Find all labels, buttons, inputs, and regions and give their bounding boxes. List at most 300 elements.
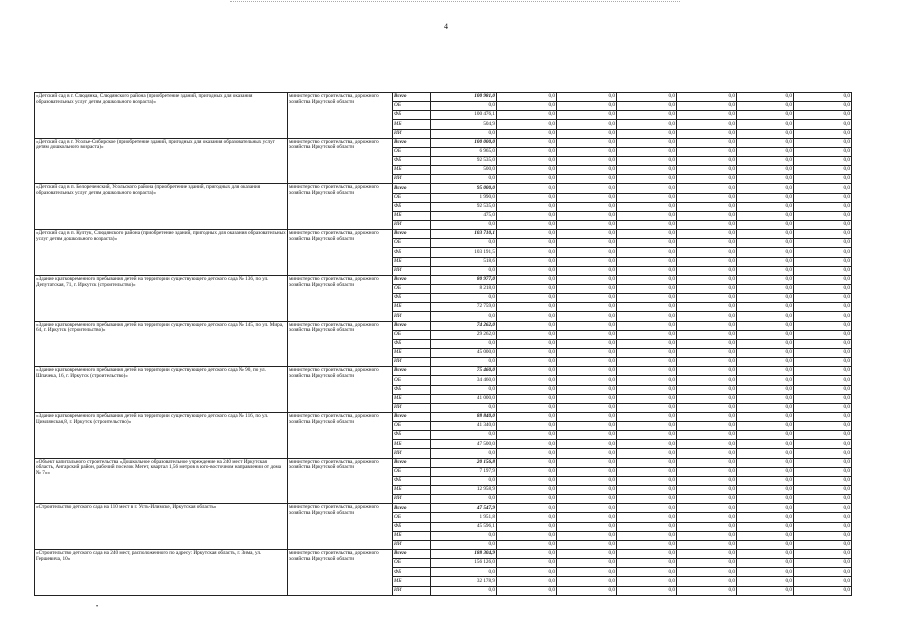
amount-cell: 0,0 — [737, 467, 794, 476]
amount-cell: 0,0 — [557, 431, 617, 440]
amount-cell: 0,0 — [617, 486, 677, 495]
amount-cell: 0,0 — [497, 266, 557, 275]
amount-cell: 0,0 — [677, 166, 737, 175]
amount-cell: 0,0 — [557, 385, 617, 394]
amount-cell: 0,0 — [737, 586, 794, 595]
amount-cell: 0,0 — [497, 339, 557, 348]
amount-cell: 0,0 — [794, 513, 852, 522]
amount-cell: 0,0 — [677, 431, 737, 440]
amount-cell: 0,0 — [497, 93, 557, 102]
amount-cell: 0,0 — [794, 220, 852, 229]
funding-source: МБ — [393, 166, 431, 175]
funding-source: ИИ — [393, 220, 431, 229]
amount-cell: 0,0 — [617, 504, 677, 513]
amount-cell: 0,0 — [557, 129, 617, 138]
amount-cell: 0,0 — [557, 230, 617, 239]
amount-cell: 0,0 — [617, 577, 677, 586]
table-row — [35, 412, 852, 421]
amount-cell: 12 958,9 — [431, 486, 497, 495]
amount-cell: 0,0 — [497, 431, 557, 440]
funding-source: Всего — [393, 504, 431, 513]
amount-cell: 0,0 — [677, 495, 737, 504]
amount-cell: 0,0 — [794, 367, 852, 376]
amount-cell: 0,0 — [431, 175, 497, 184]
amount-cell: 0,0 — [677, 303, 737, 312]
amount-cell: 0,0 — [557, 321, 617, 330]
amount-cell: 0,0 — [431, 129, 497, 138]
amount-cell: 0,0 — [497, 467, 557, 476]
amount-cell: 0,0 — [737, 394, 794, 403]
amount-cell: 0,0 — [497, 156, 557, 165]
amount-cell: 0,0 — [617, 303, 677, 312]
amount-cell: 0,0 — [794, 257, 852, 266]
responsible-org: министерство строительства, дорожного хозяйства Иркутской области — [288, 184, 393, 230]
funding-source: ОБ — [393, 422, 431, 431]
amount-cell: 0,0 — [677, 540, 737, 549]
amount-cell: 0,0 — [431, 239, 497, 248]
amount-cell: 0,0 — [497, 348, 557, 357]
amount-cell: 34 460,0 — [431, 376, 497, 385]
amount-cell: 0,0 — [497, 111, 557, 120]
table-row — [35, 93, 852, 102]
amount-cell: 0,0 — [737, 550, 794, 559]
amount-cell: 0,0 — [737, 266, 794, 275]
funding-source: МБ — [393, 440, 431, 449]
amount-cell: 0,0 — [617, 294, 677, 303]
amount-cell: 0,0 — [557, 577, 617, 586]
amount-cell: 0,0 — [617, 284, 677, 293]
amount-cell: 0,0 — [497, 275, 557, 284]
amount-cell: 0,0 — [794, 504, 852, 513]
amount-cell: 0,0 — [557, 550, 617, 559]
amount-cell: 0,0 — [794, 93, 852, 102]
amount-cell: 0,0 — [497, 257, 557, 266]
amount-cell: 92 535,0 — [431, 202, 497, 211]
amount-cell: 0,0 — [431, 568, 497, 577]
amount-cell: 0,0 — [497, 403, 557, 412]
amount-cell: 0,0 — [794, 522, 852, 531]
amount-cell: 0,0 — [557, 339, 617, 348]
amount-cell: 0,0 — [557, 202, 617, 211]
amount-cell: 0,0 — [557, 284, 617, 293]
amount-cell: 0,0 — [557, 330, 617, 339]
amount-cell: 0,0 — [737, 257, 794, 266]
amount-cell: 0,0 — [794, 348, 852, 357]
amount-cell: 0,0 — [497, 102, 557, 111]
amount-cell: 0,0 — [497, 531, 557, 540]
amount-cell: 0,0 — [497, 522, 557, 531]
amount-cell: 0,0 — [497, 394, 557, 403]
amount-cell: 0,0 — [794, 385, 852, 394]
amount-cell: 0,0 — [557, 422, 617, 431]
amount-cell: 0,0 — [677, 422, 737, 431]
amount-cell: 0,0 — [794, 303, 852, 312]
amount-cell: 0,0 — [794, 202, 852, 211]
amount-cell: 0,0 — [677, 93, 737, 102]
amount-cell: 0,0 — [617, 257, 677, 266]
amount-cell: 0,0 — [737, 111, 794, 120]
amount-cell: 0,0 — [497, 486, 557, 495]
amount-cell: 6 965,0 — [431, 147, 497, 156]
amount-cell: 504,9 — [431, 120, 497, 129]
amount-cell: 45 000,0 — [431, 348, 497, 357]
amount-cell: 0,0 — [737, 540, 794, 549]
funding-source: ОБ — [393, 559, 431, 568]
amount-cell: 0,0 — [431, 358, 497, 367]
responsible-org: министерство строительства, дорожного хозяйства Иркутской области — [288, 550, 393, 596]
amount-cell: 0,0 — [497, 513, 557, 522]
amount-cell: 100 000,0 — [431, 138, 497, 147]
funding-source: Всего — [393, 458, 431, 467]
amount-cell: 8 218,0 — [431, 284, 497, 293]
amount-cell: 0,0 — [737, 522, 794, 531]
amount-cell: 0,0 — [497, 476, 557, 485]
amount-cell: 0,0 — [617, 422, 677, 431]
amount-cell: 0,0 — [497, 412, 557, 421]
amount-cell: 0,0 — [557, 111, 617, 120]
amount-cell: 0,0 — [677, 394, 737, 403]
amount-cell: 0,0 — [497, 321, 557, 330]
amount-cell: 0,0 — [617, 458, 677, 467]
amount-cell: 0,0 — [677, 202, 737, 211]
amount-cell: 0,0 — [497, 550, 557, 559]
funding-source: ФБ — [393, 248, 431, 257]
amount-cell: 0,0 — [557, 531, 617, 540]
amount-cell: 0,0 — [677, 531, 737, 540]
amount-cell: 0,0 — [794, 449, 852, 458]
amount-cell: 0,0 — [557, 495, 617, 504]
amount-cell: 0,0 — [431, 540, 497, 549]
amount-cell: 0,0 — [737, 513, 794, 522]
amount-cell: 0,0 — [677, 586, 737, 595]
amount-cell: 0,0 — [557, 403, 617, 412]
funding-source: ОБ — [393, 147, 431, 156]
funding-source: Всего — [393, 138, 431, 147]
table-row — [35, 275, 852, 284]
amount-cell: 0,0 — [617, 339, 677, 348]
amount-cell: 0,0 — [737, 248, 794, 257]
amount-cell: 92 535,0 — [431, 156, 497, 165]
amount-cell: 0,0 — [431, 431, 497, 440]
funding-source: ИИ — [393, 358, 431, 367]
amount-cell: 0,0 — [737, 184, 794, 193]
amount-cell: 0,0 — [497, 284, 557, 293]
amount-cell: 0,0 — [617, 330, 677, 339]
amount-cell: 0,0 — [794, 321, 852, 330]
amount-cell: 0,0 — [497, 202, 557, 211]
amount-cell: 0,0 — [677, 248, 737, 257]
amount-cell: 0,0 — [431, 476, 497, 485]
amount-cell: 0,0 — [794, 422, 852, 431]
amount-cell: 0,0 — [557, 120, 617, 129]
amount-cell: 0,0 — [497, 166, 557, 175]
amount-cell: 0,0 — [617, 111, 677, 120]
amount-cell: 0,0 — [737, 156, 794, 165]
amount-cell: 0,0 — [617, 266, 677, 275]
amount-cell: 0,0 — [497, 330, 557, 339]
amount-cell: 0,0 — [557, 394, 617, 403]
amount-cell: 0,0 — [617, 394, 677, 403]
amount-cell: 0,0 — [557, 467, 617, 476]
amount-cell: 0,0 — [794, 330, 852, 339]
amount-cell: 0,0 — [557, 476, 617, 485]
funding-source: МБ — [393, 303, 431, 312]
amount-cell: 0,0 — [677, 239, 737, 248]
amount-cell: 88 840,0 — [431, 412, 497, 421]
amount-cell: 29 262,0 — [431, 330, 497, 339]
amount-cell: 0,0 — [737, 458, 794, 467]
responsible-org: министерство строительства, дорожного хозяйства Иркутской области — [288, 458, 393, 504]
amount-cell: 103 710,1 — [431, 230, 497, 239]
amount-cell: 0,0 — [677, 257, 737, 266]
amount-cell: 103 191,5 — [431, 248, 497, 257]
amount-cell: 0,0 — [794, 339, 852, 348]
amount-cell: 0,0 — [431, 266, 497, 275]
amount-cell: 0,0 — [737, 294, 794, 303]
amount-cell: 0,0 — [557, 184, 617, 193]
amount-cell: 0,0 — [557, 294, 617, 303]
scan-edge-line — [230, 1, 680, 2]
table-row — [35, 367, 852, 376]
amount-cell: 0,0 — [557, 239, 617, 248]
funding-source: ОБ — [393, 193, 431, 202]
amount-cell: 0,0 — [737, 422, 794, 431]
amount-cell: 0,0 — [794, 394, 852, 403]
amount-cell: 0,0 — [794, 412, 852, 421]
project-name: «Здание кратковременного пребывания детей на территории существующего детского сада № 116, по ул. Цимлянская,8, г. Иркутск (строительство)» — [35, 412, 288, 458]
amount-cell: 0,0 — [617, 476, 677, 485]
amount-cell: 0,0 — [677, 294, 737, 303]
amount-cell: 0,0 — [617, 449, 677, 458]
amount-cell: 0,0 — [557, 147, 617, 156]
amount-cell: 0,0 — [737, 531, 794, 540]
amount-cell: 0,0 — [737, 559, 794, 568]
amount-cell: 0,0 — [737, 284, 794, 293]
amount-cell: 0,0 — [737, 376, 794, 385]
funding-source: ОБ — [393, 467, 431, 476]
amount-cell: 0,0 — [794, 431, 852, 440]
amount-cell: 0,0 — [737, 312, 794, 321]
project-name: «Строительство детского сада на 110 мест в г. Усть-Илимске, Иркутская область» — [35, 504, 288, 550]
funding-source: ОБ — [393, 330, 431, 339]
amount-cell: 0,0 — [617, 93, 677, 102]
amount-cell: 0,0 — [677, 156, 737, 165]
amount-cell: 0,0 — [431, 531, 497, 540]
funding-source: ФБ — [393, 294, 431, 303]
amount-cell: 0,0 — [497, 239, 557, 248]
amount-cell: 0,0 — [497, 312, 557, 321]
amount-cell: 0,0 — [794, 175, 852, 184]
amount-cell: 0,0 — [497, 211, 557, 220]
amount-cell: 0,0 — [557, 166, 617, 175]
amount-cell: 0,0 — [737, 220, 794, 229]
amount-cell: 47 500,0 — [431, 440, 497, 449]
amount-cell: 0,0 — [677, 403, 737, 412]
amount-cell: 0,0 — [557, 358, 617, 367]
amount-cell: 0,0 — [557, 522, 617, 531]
amount-cell: 0,0 — [617, 166, 677, 175]
amount-cell: 0,0 — [794, 476, 852, 485]
amount-cell: 0,0 — [497, 248, 557, 257]
amount-cell: 0,0 — [617, 193, 677, 202]
amount-cell: 0,0 — [431, 586, 497, 595]
amount-cell: 0,0 — [794, 284, 852, 293]
amount-cell: 0,0 — [794, 531, 852, 540]
amount-cell: 0,0 — [737, 321, 794, 330]
amount-cell: 0,0 — [431, 339, 497, 348]
amount-cell: 0,0 — [557, 568, 617, 577]
responsible-org: министерство строительства, дорожного хозяйства Иркутской области — [288, 93, 393, 139]
amount-cell: 0,0 — [794, 550, 852, 559]
funding-source: ФБ — [393, 111, 431, 120]
amount-cell: 0,0 — [557, 486, 617, 495]
amount-cell: 0,0 — [557, 412, 617, 421]
amount-cell: 0,0 — [617, 184, 677, 193]
amount-cell: 0,0 — [677, 339, 737, 348]
amount-cell: 100 981,0 — [431, 93, 497, 102]
amount-cell: 0,0 — [794, 376, 852, 385]
amount-cell: 0,0 — [617, 275, 677, 284]
amount-cell: 0,0 — [557, 458, 617, 467]
page-number: 4 — [444, 22, 448, 31]
amount-cell: 0,0 — [794, 586, 852, 595]
amount-cell: 156 126,0 — [431, 559, 497, 568]
amount-cell: 0,0 — [617, 568, 677, 577]
funding-source: МБ — [393, 211, 431, 220]
funding-source: ОБ — [393, 284, 431, 293]
funding-source: ИИ — [393, 312, 431, 321]
amount-cell: 0,0 — [617, 550, 677, 559]
amount-cell: 0,0 — [737, 193, 794, 202]
responsible-org: министерство строительства, дорожного хозяйства Иркутской области — [288, 275, 393, 321]
amount-cell: 0,0 — [677, 230, 737, 239]
responsible-org: министерство строительства, дорожного хозяйства Иркутской области — [288, 230, 393, 276]
table-row — [35, 504, 852, 513]
amount-cell: 0,0 — [617, 156, 677, 165]
amount-cell: 72 759,0 — [431, 303, 497, 312]
amount-cell: 0,0 — [677, 348, 737, 357]
amount-cell: 0,0 — [431, 403, 497, 412]
amount-cell: 0,0 — [617, 211, 677, 220]
amount-cell: 0,0 — [431, 385, 497, 394]
table-row — [35, 321, 852, 330]
amount-cell: 0,0 — [617, 403, 677, 412]
amount-cell: 0,0 — [677, 102, 737, 111]
amount-cell: 0,0 — [794, 166, 852, 175]
amount-cell: 0,0 — [617, 385, 677, 394]
amount-cell: 0,0 — [677, 467, 737, 476]
amount-cell: 0,0 — [497, 303, 557, 312]
amount-cell: 20 156,8 — [431, 458, 497, 467]
project-name: «Детский сад в п. Белореченский, Усольского района (приобретение зданий, пригодных для оказания образовательных услуг детям дошкольного возраста)» — [35, 184, 288, 230]
funding-source: ФБ — [393, 156, 431, 165]
amount-cell: 0,0 — [794, 577, 852, 586]
funding-source: ИИ — [393, 129, 431, 138]
amount-cell: 0,0 — [497, 358, 557, 367]
amount-cell: 0,0 — [617, 138, 677, 147]
amount-cell: 0,0 — [497, 440, 557, 449]
amount-cell: 0,0 — [794, 156, 852, 165]
amount-cell: 0,0 — [497, 495, 557, 504]
funding-source: Всего — [393, 550, 431, 559]
responsible-org: министерство строительства, дорожного хозяйства Иркутской области — [288, 321, 393, 367]
amount-cell: 95 000,0 — [431, 184, 497, 193]
amount-cell: 41 000,0 — [431, 394, 497, 403]
funding-source: ИИ — [393, 403, 431, 412]
table-row — [35, 550, 852, 559]
amount-cell: 0,0 — [497, 193, 557, 202]
funding-source: ФБ — [393, 522, 431, 531]
amount-cell: 0,0 — [431, 495, 497, 504]
amount-cell: 0,0 — [557, 449, 617, 458]
amount-cell: 0,0 — [497, 586, 557, 595]
funding-source: МБ — [393, 531, 431, 540]
funding-source: ИИ — [393, 586, 431, 595]
amount-cell: 0,0 — [794, 211, 852, 220]
amount-cell: 0,0 — [737, 303, 794, 312]
funding-source: Всего — [393, 93, 431, 102]
amount-cell: 0,0 — [677, 376, 737, 385]
amount-cell: 0,0 — [557, 559, 617, 568]
amount-cell: 0,0 — [677, 129, 737, 138]
amount-cell: 0,0 — [677, 220, 737, 229]
amount-cell: 0,0 — [794, 129, 852, 138]
amount-cell: 0,0 — [431, 312, 497, 321]
amount-cell: 0,0 — [557, 93, 617, 102]
amount-cell: 0,0 — [497, 422, 557, 431]
amount-cell: 0,0 — [677, 440, 737, 449]
funding-source: ИИ — [393, 540, 431, 549]
amount-cell: 0,0 — [557, 257, 617, 266]
funding-source: ОБ — [393, 513, 431, 522]
amount-cell: 0,0 — [557, 367, 617, 376]
funding-source: ОБ — [393, 376, 431, 385]
funding-source: ФБ — [393, 431, 431, 440]
amount-cell: 0,0 — [497, 294, 557, 303]
funding-source: ИИ — [393, 175, 431, 184]
project-name: «Здание кратковременного пребывания детей на территории существующего детского сада № 90, по ул. Шпачека, 16, г. Иркутск (строительство)» — [35, 367, 288, 413]
amount-cell: 0,0 — [557, 248, 617, 257]
funding-table-body — [35, 93, 852, 596]
amount-cell: 0,0 — [737, 129, 794, 138]
amount-cell: 0,0 — [431, 294, 497, 303]
funding-source: МБ — [393, 348, 431, 357]
amount-cell: 0,0 — [497, 458, 557, 467]
amount-cell: 0,0 — [497, 138, 557, 147]
amount-cell: 0,0 — [617, 522, 677, 531]
funding-source: ИИ — [393, 266, 431, 275]
amount-cell: 0,0 — [497, 449, 557, 458]
amount-cell: 0,0 — [737, 166, 794, 175]
amount-cell: 0,0 — [677, 193, 737, 202]
funding-source: ИИ — [393, 495, 431, 504]
amount-cell: 0,0 — [497, 540, 557, 549]
amount-cell: 0,0 — [677, 211, 737, 220]
amount-cell: 0,0 — [794, 147, 852, 156]
amount-cell: 0,0 — [677, 367, 737, 376]
amount-cell: 0,0 — [617, 431, 677, 440]
amount-cell: 0,0 — [557, 312, 617, 321]
amount-cell: 0,0 — [617, 367, 677, 376]
amount-cell: 0,0 — [617, 175, 677, 184]
amount-cell: 0,0 — [557, 193, 617, 202]
amount-cell: 0,0 — [677, 568, 737, 577]
amount-cell: 0,0 — [794, 266, 852, 275]
amount-cell: 0,0 — [737, 495, 794, 504]
amount-cell: 0,0 — [677, 275, 737, 284]
amount-cell: 0,0 — [617, 120, 677, 129]
project-name: «Здание кратковременного пребывания детей на территории существующего детского сада № 136, по ул. Депутатская, 71, г. Иркутск (строительство)» — [35, 275, 288, 321]
